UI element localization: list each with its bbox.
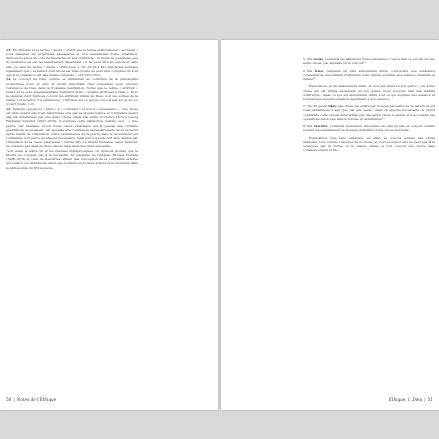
definition-text: , j'entends les affections d'une substance, c'est-à-dire ce qui est en une autre chose, par laquelle on le conçoit¹³. (303, 57, 436, 66)
right-running-title: Éthique, I. Dieu (388, 397, 423, 402)
footnote-text: En utilisant ici le terme « mode » plutôt que le terme aristotélicien « accident » pour désigner les propriétés passagères et non essentielles d'une substance, Spinoza se place du côté de Descartes et non d'Aristote : le mode ne s'explique que la substance en est nécessairement dépendant ; il ne peut être ni concevoir sans elle. Le sens du terme « mode » (Principes, I, 56, AT IX-2 49). Descartes souligne également que « la nature d'un mode est telle qu'elle ne peut être comprise du tout que si la substance est elle-même comprise » (AT VII-2 355). (6, 48, 138, 77)
definition (303, 69, 435, 81)
explanation: Explication. Je dis absolument infini, et non pas infini en son genre ; car d'une chose qui est infinie seulement en son genre, nous pouvons nier une infinité d'attributs ; mais, ce qui est absolument infini, tout ce qui exprime une essence et n'enveloppe aucune négation appartient à son essence. (303, 84, 435, 101)
right-footer-separator: | (424, 397, 426, 402)
footnote (6, 149, 138, 170)
right-page-footer (389, 397, 433, 402)
definition-lead: Par (307, 124, 314, 129)
footnote-number: 13. (6, 48, 12, 52)
defined-term: libre (328, 104, 337, 109)
definition-lead: Par (307, 68, 315, 73)
footnote (6, 107, 138, 149)
left-page-number: 50 (6, 397, 12, 402)
defined-term: mode (313, 57, 323, 61)
definition-number: 8. (303, 124, 306, 129)
left-page-footer (6, 397, 56, 402)
footnote-text: Le concept de Dieu comme en infiniment au contraire de la philosophie scolastique n'est ni plus ni moins important chez Descartes pour prouver l'existence de Dieu dans la troisième méditation. Notez que le terme « attribut » prend ici le sens supplémentaire d'attribut divin « qualité attribuée à Dieu ». Pour la manière dont Spinoza conçoit les attributs infinis de Dieu, voir les scolies de la partie I et la lettre 2 à Oldenburg : l'attribut est ce qui se conçoit par soi et en soi (Court traité, I, 2). (6, 77, 138, 107)
footnote (6, 48, 138, 77)
footnote-number: 15. (6, 106, 12, 111)
left-footer-separator: | (13, 397, 15, 402)
notes-column (6, 48, 138, 170)
definition (303, 104, 435, 121)
footnote-text: Spinoza oppose ici « libre » à « contraint » et non à « nécessaire » : une chose est libre quand elle n'est déterminée que par sa propre nature et contrainte quand elle est déterminée par une autre chose. Dans une lettre d'octobre 1674 à Georg Hermann Schuller (1651-1679), il explique cette distinction comme ceci : « Une pierre, par exemple, reçoit d'une cause extérieure qui la pousse une certaine quantité de mouvement, par laquelle elle continuera nécessairement de se mouvoir après l'arrêt de l'impulsion. Cette permanence de la pierre dans le mouvement est contrainte, non parce qu'elle est nécessaire, mais parce qu'elle doit être définie par l'impulsion de la cause extérieure » (lettre 58). La liberté humaine, selon Spinoza, ne consiste pas dans un libre décret mais dans une libre nécessité. (6, 106, 138, 149)
definition-lead: On dit qu'est (307, 104, 329, 109)
definitions-column (303, 57, 435, 156)
defined-term: éternité (313, 124, 328, 129)
explanation: Explication. Une telle existence, en effet, se conçoit comme une vérité éternelle, tout comme l'essence de la chose, et c'est pourquoi elle ne peut pas être expliquée par la durée ou le temps, même si l'on conçoit une durée sans commencement ni fin. (303, 135, 435, 153)
footnote-number: 14. (6, 77, 12, 82)
left-page (0, 40, 218, 410)
right-page-number: 51 (427, 397, 433, 402)
defined-term: Dieu (314, 68, 323, 73)
footnote (6, 77, 138, 106)
definition-number: 6. (303, 68, 306, 73)
footnote-text: Voir aussi la lettre 56 et les Pensées métaphysiques, où Spinoza montre que la liberté ne s'oppose pas à la nécessité. La physique de l'Anglais Thomas Hobbes (1588-1679) et celle de Descartes offrent une conception de la contrainte externe qui éclaire ces définitions, ainsi que le débat sur le libre arbitre et la nécessité dans la philosophie du XVIIe siècle. (6, 148, 138, 170)
definition (303, 124, 435, 132)
right-page (221, 40, 439, 410)
definition-number: 5. (303, 57, 306, 61)
definition-number: 7. (303, 104, 306, 109)
definition-text: , j'entends l'existence elle-même en tant qu'elle se conçoit comme suivant nécessairement de la seule définition d'une chose éternelle. (303, 124, 436, 133)
definition-text: une chose qui existe par la seule nécessité de sa nature et qui n'est déterminée à agir que par elle seule ; mais on appelle nécessaire ou plutôt contrainte celle qui est déterminée par une autre chose à exister et à accomplir ses opérations selon une raison précise et déterminée¹⁵. (303, 104, 435, 121)
left-running-title: Notes de l'Éthique (16, 397, 57, 402)
definition-lead: Par (307, 57, 314, 61)
definition (303, 57, 435, 65)
definition-text: , j'entends un être absolument infini, c'est-à-dire une substance consistant en une infinité d'attributs dont chacun exprime une essence éternelle et infinie¹⁴. (303, 68, 436, 81)
